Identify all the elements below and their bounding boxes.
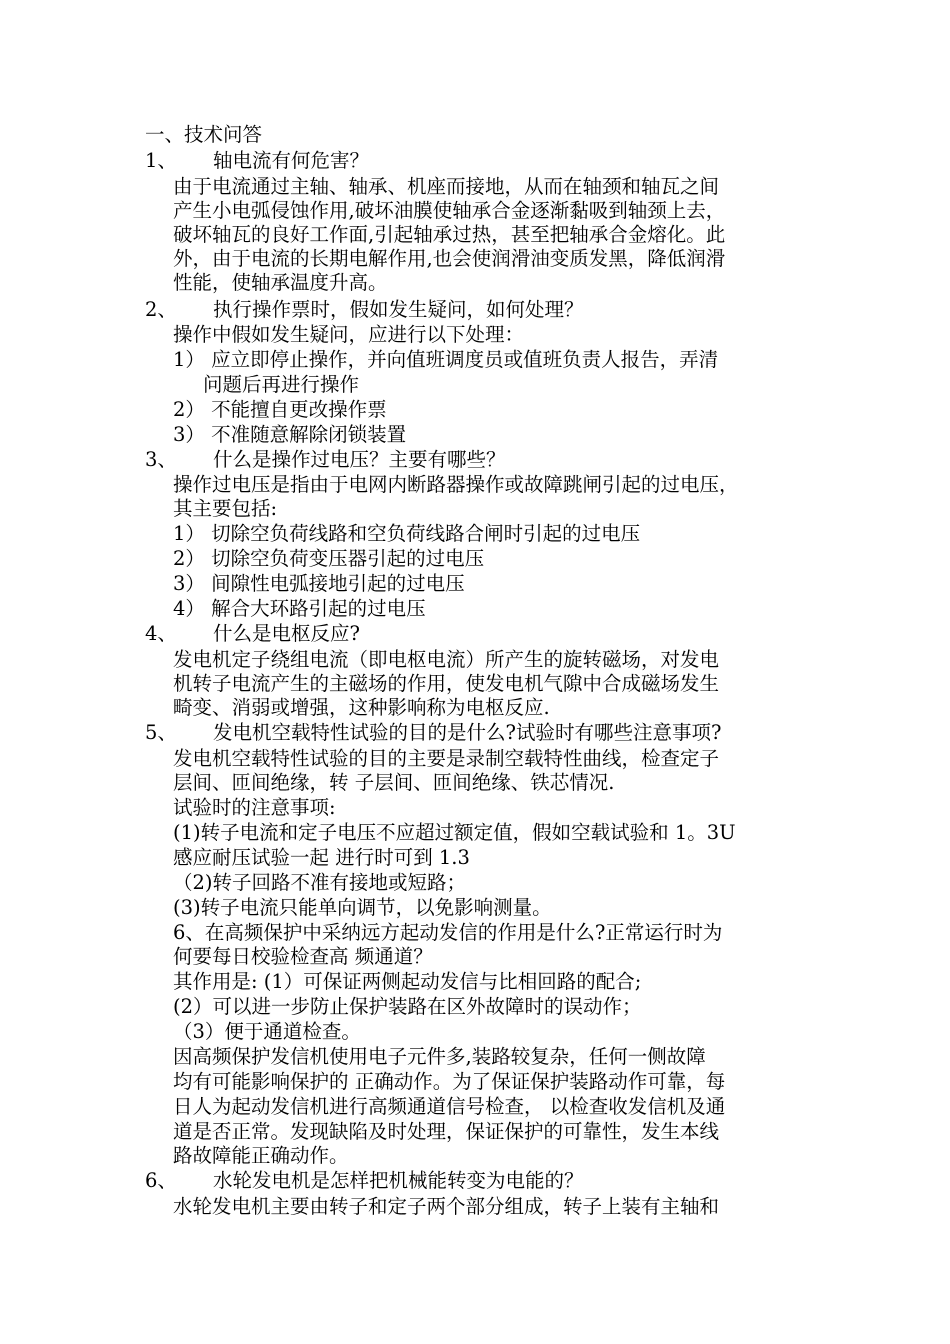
answer-line: 操作过电压是指由于电网内断路器操作或故障跳闸引起的过电压，: [173, 473, 739, 496]
answer-line: 发电机空载特性试验的目的主要是录制空载特性曲线，检查定子: [173, 747, 720, 770]
question-number: 6、: [145, 1169, 177, 1192]
question-number: 3、: [145, 448, 177, 471]
answer-line: 机转子电流产生的主磁场的作用，使发电机气隙中合成磁场发生: [173, 672, 720, 695]
answer-line: 破坏轴瓦的良好工作面,引起轴承过热，甚至把轴承合金熔化。此: [173, 223, 726, 246]
answer-line: （3）便于通道检查。: [173, 1020, 361, 1043]
answer-line: 层间、匝间绝缘，转 子层间、匝间绝缘、铁芯情况.: [173, 771, 615, 794]
question-text: 执行操作票时，假如发生疑问，如何处理？: [213, 298, 584, 321]
answer-line: 道是否正常。发现缺陷及时处理，保证保护的可靠性，发生本线: [173, 1120, 720, 1143]
list-item: 1） 应立即停止操作，并向值班调度员或值班负责人报告，弄清: [173, 348, 719, 371]
list-item: 3） 不准随意解除闭锁装置: [173, 423, 407, 446]
answer-line: 均有可能影响保护的 正确动作。为了保证保护装路动作可靠，每: [173, 1070, 726, 1093]
list-item: 1） 切除空负荷线路和空负荷线路合闸时引起的过电压: [173, 522, 641, 545]
answer-line: 性能，使轴承温度升高。: [173, 271, 388, 294]
answer-line: 其作用是: (1）可保证两侧起动发信与比相回路的配合;: [173, 970, 642, 993]
answer-line: 水轮发电机主要由转子和定子两个部分组成，转子上装有主轴和: [173, 1195, 720, 1218]
list-item: 2） 切除空负荷变压器引起的过电压: [173, 547, 485, 570]
answer-line: (1)转子电流和定子电压不应超过额定值，假如空载试验和 1。3U: [173, 821, 736, 844]
answer-line: 日人为起动发信机进行高频通道信号检查， 以检查收发信机及通: [173, 1095, 726, 1118]
answer-line: 感应耐压试验一起 进行时可到 1.3: [173, 846, 470, 869]
question-text: 什么是操作过电压？主要有哪些？: [213, 448, 506, 471]
question-number: 2、: [145, 298, 177, 321]
answer-line: 路故障能正确动作。: [173, 1144, 349, 1167]
answer-line: 操作中假如发生疑问，应进行以下处理：: [173, 323, 525, 346]
question-number: 5、: [145, 721, 177, 744]
section-heading: 一、技术问答: [145, 123, 263, 146]
answer-line: 发电机定子绕组电流（即电枢电流）所产生的旋转磁场，对发电: [173, 648, 720, 671]
answer-line: 外，由于电流的长期电解作用,也会使润滑油变质发黑，降低润滑: [173, 247, 726, 270]
list-item: 3） 间隙性电弧接地引起的过电压: [173, 572, 465, 595]
answer-line: 其主要包括:: [173, 497, 278, 520]
answer-line: 因高频保护发信机使用电子元件多,装路较复杂，任何一侧故障: [173, 1045, 706, 1068]
answer-line: （2)转子回路不准有接地或短路；: [173, 871, 467, 894]
question-text: 轴电流有何危害？: [213, 149, 370, 172]
answer-line: (2）可以进一步防止保护装路在区外故障时的误动作；: [173, 995, 642, 1018]
list-item-continuation: 问题后再进行操作: [203, 373, 360, 396]
question-text: 发电机空载特性试验的目的是什么?试验时有哪些注意事项?: [213, 721, 722, 744]
question-number: 1、: [145, 149, 177, 172]
question-number: 4、: [145, 622, 177, 645]
answer-line: 产生小电弧侵蚀作用,破坏油膜使轴承合金逐渐黏吸到轴颈上去，: [173, 199, 726, 222]
question-text: 何要每日校验检查高 频通道？: [173, 945, 433, 968]
answer-line: 畸变、消弱或增强，这种影响称为电枢反应.: [173, 696, 550, 719]
question-text: 什么是电枢反应?: [213, 622, 360, 645]
answer-line: 由于电流通过主轴、轴承、机座而接地，从而在轴颈和轴瓦之间: [173, 175, 720, 198]
answer-line: 试验时的注意事项:: [173, 796, 336, 819]
list-item: 2） 不能擅自更改操作票: [173, 398, 387, 421]
question-text: 6、在高频保护中采纳远方起动发信的作用是什么?正常运行时为: [173, 921, 723, 944]
question-text: 水轮发电机是怎样把机械能转变为电能的？: [213, 1169, 584, 1192]
answer-line: (3)转子电流只能单向调节，以免影响测量。: [173, 896, 552, 919]
list-item: 4） 解合大环路引起的过电压: [173, 597, 426, 620]
